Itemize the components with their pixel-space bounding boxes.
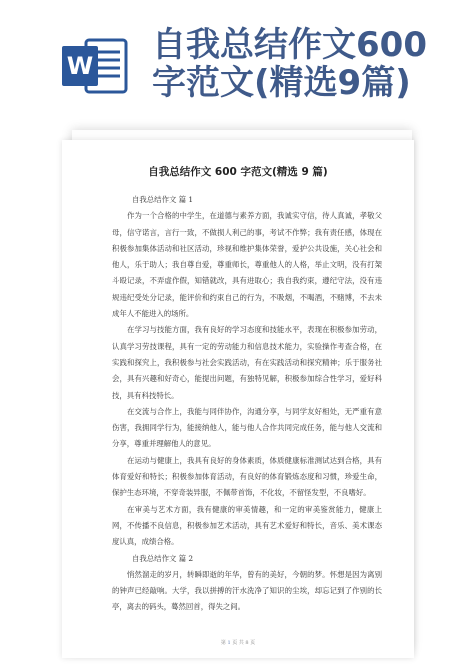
paragraph: 悄然溜走的岁月，转瞬即逝的年华，曾有的美好，今朝的梦。怀想是因为离别的钟声已经敲响。大学，我以拼搏的汗水洗净了知识的尘埃，却忘记到了作别的长亭，离去的码头，蓦然回首，得失之间。: [112, 569, 382, 612]
section-heading: 自我总结作文 篇 1: [132, 195, 194, 204]
document-body: [112, 192, 382, 616]
footer-suffix: 页 共 8 页: [232, 640, 256, 646]
section-heading: 自我总结作文 篇 2: [132, 553, 194, 563]
paragraph: 在学习与技能方面，我有良好的学习态度和技能水平，表现在积极参加劳动，认真学习劳技课程，具有一定的劳动能力和信息技术能力，实验操作考查合格，在实践和探究上，我积极参与社会实践活动，有在实践活动和探究精神；乐于服务社会，具有兴趣和好奇心，能提出问题，有独特见解，积极参加综合性学习，爱好科技，具有科技特长。: [112, 325, 382, 400]
page-number: 1: [227, 640, 231, 646]
footer-prefix: 第: [220, 640, 226, 646]
word-document-icon: [62, 34, 130, 98]
page-footer: [62, 639, 414, 646]
document-title: 自我总结作文 600 字范文(精选 9 篇): [148, 166, 328, 178]
document-page: [62, 140, 414, 658]
paragraph: 在交流与合作上，我能与同伴协作，沟通分享，与同学友好相处，无严重有意伤害，我拥同学行为，能接纳他人，能与他人合作共同完成任务，能与他人交流和分享，尊重并理解他人的意见。: [112, 406, 382, 449]
paragraph: 在审美与艺术方面，我有健康的审美情趣，和一定的审美鉴赏能力，健康上网，不传播不良信息，积极参加艺术活动，具有艺术爱好和特长，音乐、美术课态度认真，成绩合格。: [112, 504, 382, 547]
paragraph: 作为一个合格的中学生，在道德与素养方面，我诚实守信，待人真诚，孝敬父母，信守诺言，言行一致，不做损人利己的事，考试不作弊；我有责任感，体现在积极参加集体活动和社区活动，珍视和维护集体荣誉，爱护公共设施，关心社会和他人，乐于助人；我自尊自爱，尊重师长，尊重他人的人格，举止文明，没有打架斗殴记录，不弄虚作假，知错就改，具有进取心；我自我约束，遵纪守法，没有违规违纪受处分记录，能评价和约束自己的行为，不吸烟，不喝酒，不赌博，不去未成年人不能进入的场所。: [112, 211, 382, 319]
svg-text:W: W: [66, 52, 94, 80]
banner: [0, 0, 474, 120]
banner-title: 自我总结作文600字范文(精选9篇): [152, 25, 427, 103]
paragraph: 在运动与健康上，我具有良好的身体素质，体质健康标准测试达到合格，具有体育爱好和特长；积极参加体育活动，有良好的体育锻炼态度和习惯，珍爱生命，保护生态环境，不穿奇装异服，不佩带首饰，不化妆，不留怪发型，不良嗜好。: [112, 455, 382, 498]
